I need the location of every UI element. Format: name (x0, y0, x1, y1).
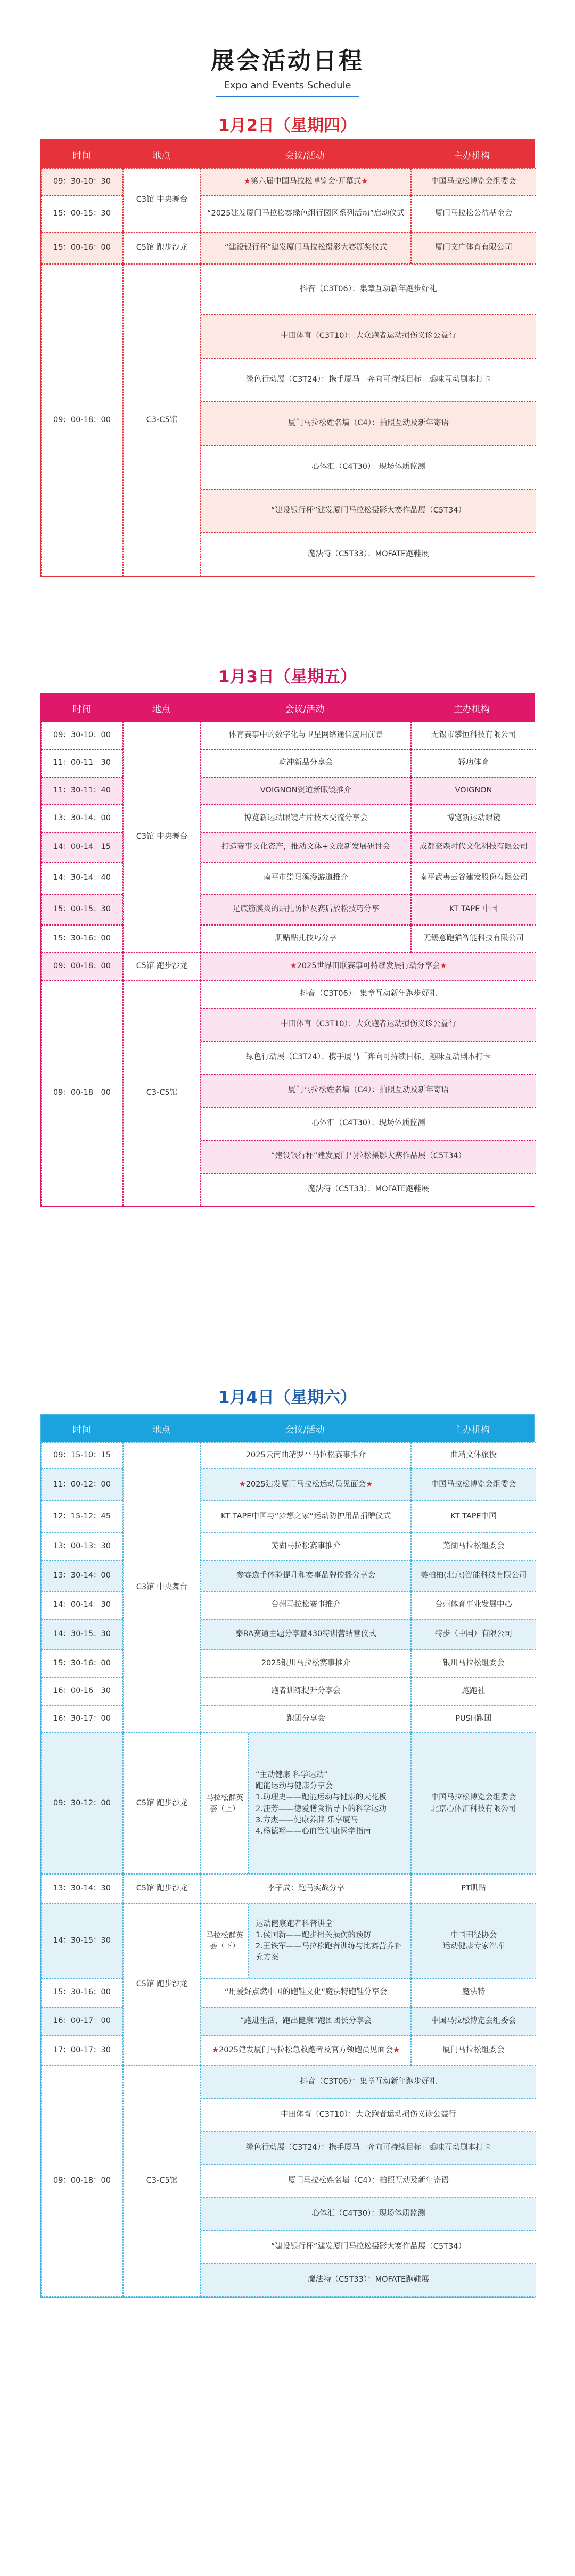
activity-cell: 抖音（C3T06）：集章互动新年跑步好礼 (201, 980, 536, 1008)
venue-cell: C5馆 跑步沙龙 (123, 1904, 201, 2066)
activity-cell: 厦门马拉松姓名墙（C4）：拍照互动及新年寄语 (201, 1074, 536, 1107)
time-cell: 11：00-11：30 (41, 749, 123, 777)
activity-cell: 肌贴贴扎技巧分享 (201, 925, 411, 953)
time-cell: 09：30-10：30 (41, 168, 123, 196)
time-cell: 15：30-16：00 (41, 1978, 123, 2007)
org-cell: 中国马拉松博览会组委会 (411, 2007, 536, 2036)
page-subtitle: Expo and Events Schedule (224, 80, 351, 91)
time-cell: 09：00-18：00 (41, 953, 123, 980)
activity-cell: ★ 2025建发厦门马拉松运动员见面会 ★ (201, 1469, 411, 1501)
time-cell: 15：30-16：00 (41, 1650, 123, 1678)
time-cell: 09：00-18：00 (41, 264, 123, 576)
activity-cell: 运动健康跑者科普讲堂 1.侯国新——跑步相关损伤的预防 2.王铁军——马拉松跑者训练与比赛营养补充方案 (249, 1904, 411, 1978)
activity-cell: 心体汇（C4T30）：现场体质监测 (201, 445, 536, 489)
org-cell: KT TAPE中国 (411, 1501, 536, 1533)
org-cell: 厦门文广体育有限公司 (411, 232, 536, 264)
activity-cell: 李子成：跑马实战分享 (201, 1874, 411, 1904)
star-icon: ★ (239, 1480, 246, 1489)
activity-cell: 绿色行动展（C3T24）：携手厦马「奔向可持续目标」趣味互动剧本打卡 (201, 358, 536, 402)
activity-cell: 2025云南曲靖罗平马拉松赛事推介 (201, 1442, 411, 1469)
venue-cell: C3馆 中央舞台 (123, 722, 201, 953)
column-header: 地点 (152, 704, 171, 715)
column-header: 主办机构 (454, 150, 490, 161)
time-cell: 16：00-17：00 (41, 2007, 123, 2036)
time-cell: 11：30-11：40 (41, 777, 123, 805)
activity-cell: 抖音（C3T06）：集章互动新年跑步好礼 (201, 264, 536, 315)
activity-cell: ★ 2025建发厦门马拉松急救跑者及官方领跑员见面会 ★ (201, 2036, 411, 2066)
table-header (41, 141, 534, 168)
activity-cell: 足底筋膜炎的贴扎防护及赛后放松技巧分享 (201, 894, 411, 925)
table-header (41, 1415, 534, 1442)
venue-cell: C5馆 跑步沙龙 (123, 953, 201, 980)
column-header: 会议/活动 (285, 150, 325, 161)
activity-cell: 打造赛事文化资产，推动文体+文旅新发展研讨会 (201, 832, 411, 862)
time-cell: 15：00-15：30 (41, 894, 123, 925)
activity-cell: ★ 2025世界田联赛事可持续发展行动分享会 ★ (201, 953, 536, 980)
venue-cell: C3馆 中央舞台 (123, 1442, 201, 1733)
day-title-3: 1月4日（星期六） (218, 1388, 357, 1407)
column-header: 会议/活动 (285, 704, 325, 715)
activity-cell: 厦门马拉松姓名墙（C4）：拍照互动及新年寄语 (201, 2165, 536, 2198)
org-cell: 成都豪森时代文化科技有限公司 (411, 832, 536, 862)
activity-cell: ★ 第六届中国马拉松博览会·开幕式 ★ (201, 168, 411, 196)
sub-venue-cell: 马拉松群英荟（下） (201, 1904, 249, 1978)
org-cell: 跑跑社 (411, 1678, 536, 1705)
org-cell: 无锡意跑猫智能科技有限公司 (411, 925, 536, 953)
org-cell: 轻功体育 (411, 749, 536, 777)
org-cell: 芜湖马拉松组委会 (411, 1533, 536, 1561)
schedule-table (40, 693, 535, 1207)
column-header: 主办机构 (454, 704, 490, 715)
org-cell: PT肌贴 (411, 1874, 536, 1904)
star-icon: ★ (392, 2046, 400, 2055)
activity-cell: “2025建发厦门马拉松赛绿色组行园区系列活动”启动仪式 (201, 196, 411, 232)
time-cell: 15：30-16：00 (41, 925, 123, 953)
activity-cell: “建设银行杯”建发厦门马拉松摄影大赛作品展（C5T34） (201, 489, 536, 533)
schedule-table (40, 139, 535, 577)
activity-cell: KT TAPE中国与“梦想之家”运动防护用品捐赠仪式 (201, 1501, 411, 1533)
activity-cell: 体育赛事中的数字化与卫星网络通信应用前景 (201, 722, 411, 749)
time-cell: 09：30-12：00 (41, 1733, 123, 1874)
org-cell: 中国马拉松博览会组委会 (411, 1469, 536, 1501)
activity-cell: 秦RA赛道主题分享暨430特训营结营仪式 (201, 1619, 411, 1650)
activity-cell: 跑团分享会 (201, 1705, 411, 1733)
activity-cell: “主动健康 科学运动” 跑能运动与健康分享会 1.助理史——跑能运动与健康的天花板 2.汪芳——德爱膳食指导下的科学运动 3.方杰——健康养胖 乐享厦马 4.杨德翔——心血管健康医学指南 (249, 1733, 411, 1874)
activity-cell: “建设银行杯”建发厦门马拉松摄影大赛作品展（C5T34） (201, 2231, 536, 2264)
activity-cell: 绿色行动展（C3T24）：携手厦马「奔向可持续目标」趣味互动剧本打卡 (201, 2132, 536, 2165)
schedule-table (40, 1414, 535, 2298)
star-icon: ★ (361, 177, 368, 186)
activity-cell: 中田体育（C3T10）：大众跑者运动损伤义诊公益行 (201, 315, 536, 358)
activity-cell: “用爱好点燃中国的跑鞋文化”魔法特跑鞋分享会 (201, 1978, 411, 2007)
time-cell: 14：00-14：15 (41, 832, 123, 862)
venue-cell: C3-C5馆 (123, 980, 201, 1206)
time-cell: 15：00-16：00 (41, 232, 123, 264)
time-cell: 13：30-14：00 (41, 1561, 123, 1591)
venue-cell: C3-C5馆 (123, 2066, 201, 2297)
activity-cell: 绿色行动展（C3T24）：携手厦马「奔向可持续目标」趣味互动剧本打卡 (201, 1041, 536, 1074)
venue-cell: C3-C5馆 (123, 264, 201, 576)
star-icon: ★ (243, 177, 251, 186)
org-cell: 台州体育事业发展中心 (411, 1591, 536, 1619)
time-cell: 09：30-10：00 (41, 722, 123, 749)
time-cell: 13：00-13：30 (41, 1533, 123, 1561)
org-cell: 中国田径协会 运动健康专家智库 (411, 1904, 536, 1978)
org-cell: 曲靖文体旅投 (411, 1442, 536, 1469)
schedule-day-3 (40, 1414, 535, 2298)
org-cell: 美柏柏(北京)智能科技有限公司 (411, 1561, 536, 1591)
activity-cell: 博览新运动眼镜片片技术交流分享会 (201, 805, 411, 832)
time-cell: 09：00-18：00 (41, 980, 123, 1206)
time-cell: 17：00-17：30 (41, 2036, 123, 2066)
time-cell: 09：15-10：15 (41, 1442, 123, 1469)
activity-cell: 2025银川马拉松赛事推介 (201, 1650, 411, 1678)
activity-cell: VOIGNON资道新眼镜推介 (201, 777, 411, 805)
activity-cell: “建设银行杯”建发厦门马拉松摄影大赛作品展（C5T34） (201, 1140, 536, 1173)
page-title: 展会活动日程 (211, 47, 364, 75)
activity-cell: 心体汇（C4T30）：现场体质监测 (201, 2198, 536, 2231)
day-title-1: 1月2日（星期四） (218, 116, 357, 135)
time-cell: 16：00-16：30 (41, 1678, 123, 1705)
column-header: 时间 (72, 150, 91, 161)
activity-cell: 中田体育（C3T10）：大众跑者运动损伤义诊公益行 (201, 1008, 536, 1041)
activity-cell: 魔法特（C5T33）：MOFATE跑鞋展 (201, 533, 536, 576)
org-cell: PUSH跑团 (411, 1705, 536, 1733)
time-cell: 14：30-15：30 (41, 1904, 123, 1978)
org-cell: 南平武夷云谷建发股份有限公司 (411, 862, 536, 894)
activity-cell: “建设银行杯”建发厦门马拉松摄影大赛颁奖仪式 (201, 232, 411, 264)
org-cell: 特步（中国）有限公司 (411, 1619, 536, 1650)
org-cell: 博览新运动眼镜 (411, 805, 536, 832)
column-header: 时间 (72, 704, 91, 715)
column-header: 主办机构 (454, 1424, 490, 1435)
venue-cell: C3馆 中央舞台 (123, 168, 201, 232)
activity-cell: 南平市崇阳溪漫游道推介 (201, 862, 411, 894)
time-cell: 14：00-14：30 (41, 1591, 123, 1619)
star-icon: ★ (290, 962, 297, 971)
column-header: 地点 (152, 150, 171, 161)
activity-cell: 魔法特（C5T33）：MOFATE跑鞋展 (201, 2264, 536, 2297)
time-cell: 16：30-17：00 (41, 1705, 123, 1733)
column-header: 地点 (152, 1424, 171, 1435)
activity-cell: “跑进生活，跑出健康”跑团团长分享会 (201, 2007, 411, 2036)
schedule-day-1 (40, 139, 535, 577)
time-cell: 14：30-15：30 (41, 1619, 123, 1650)
org-cell: 无锡市攀恒科技有限公司 (411, 722, 536, 749)
activity-cell: 厦门马拉松姓名墙（C4）：拍照互动及新年寄语 (201, 402, 536, 445)
time-cell: 14：30-14：40 (41, 862, 123, 894)
subtitle-rule (216, 96, 359, 97)
venue-cell: C5馆 跑步沙龙 (123, 1733, 201, 1874)
venue-cell: C5馆 跑步沙龙 (123, 1874, 201, 1904)
venue-cell: C5馆 跑步沙龙 (123, 232, 201, 264)
column-header: 时间 (72, 1424, 91, 1435)
org-cell: 厦门马拉松公益基金会 (411, 196, 536, 232)
activity-cell: 抖音（C3T06）：集章互动新年跑步好礼 (201, 2066, 536, 2099)
star-icon: ★ (440, 962, 447, 971)
time-cell: 13：30-14：00 (41, 805, 123, 832)
activity-cell: 台州马拉松赛事推介 (201, 1591, 411, 1619)
activity-cell: 乾冲新品分享会 (201, 749, 411, 777)
activity-cell: 参赛选手体验提升和赛事品牌传播分享会 (201, 1561, 411, 1591)
day-title-2: 1月3日（星期五） (218, 667, 357, 687)
org-cell: 魔法特 (411, 1978, 536, 2007)
activity-cell: 芜湖马拉松赛事推介 (201, 1533, 411, 1561)
time-cell: 09：00-18：00 (41, 2066, 123, 2297)
org-cell: 厦门马拉松组委会 (411, 2036, 536, 2066)
star-icon: ★ (212, 2046, 219, 2055)
table-header (41, 694, 534, 722)
activity-cell: 跑者训练提升分享会 (201, 1678, 411, 1705)
org-cell: 中国马拉松博览会组委会 北京心体汇科技有限公司 (411, 1733, 536, 1874)
star-icon: ★ (366, 1480, 373, 1489)
time-cell: 11：00-12：00 (41, 1469, 123, 1501)
activity-cell: 中田体育（C3T10）：大众跑者运动损伤义诊公益行 (201, 2099, 536, 2132)
time-cell: 12：15-12：45 (41, 1501, 123, 1533)
org-cell: VOIGNON (411, 777, 536, 805)
org-cell: KT TAPE 中国 (411, 894, 536, 925)
time-cell: 13：30-14：30 (41, 1874, 123, 1904)
schedule-day-2 (40, 693, 535, 1207)
time-cell: 15：00-15：30 (41, 196, 123, 232)
activity-cell: 魔法特（C5T33）：MOFATE跑鞋展 (201, 1173, 536, 1206)
activity-cell: 心体汇（C4T30）：现场体质监测 (201, 1107, 536, 1140)
sub-venue-cell: 马拉松群英荟（上） (201, 1733, 249, 1874)
org-cell: 中国马拉松博览会组委会 (411, 168, 536, 196)
column-header: 会议/活动 (285, 1424, 325, 1435)
org-cell: 银川马拉松组委会 (411, 1650, 536, 1678)
